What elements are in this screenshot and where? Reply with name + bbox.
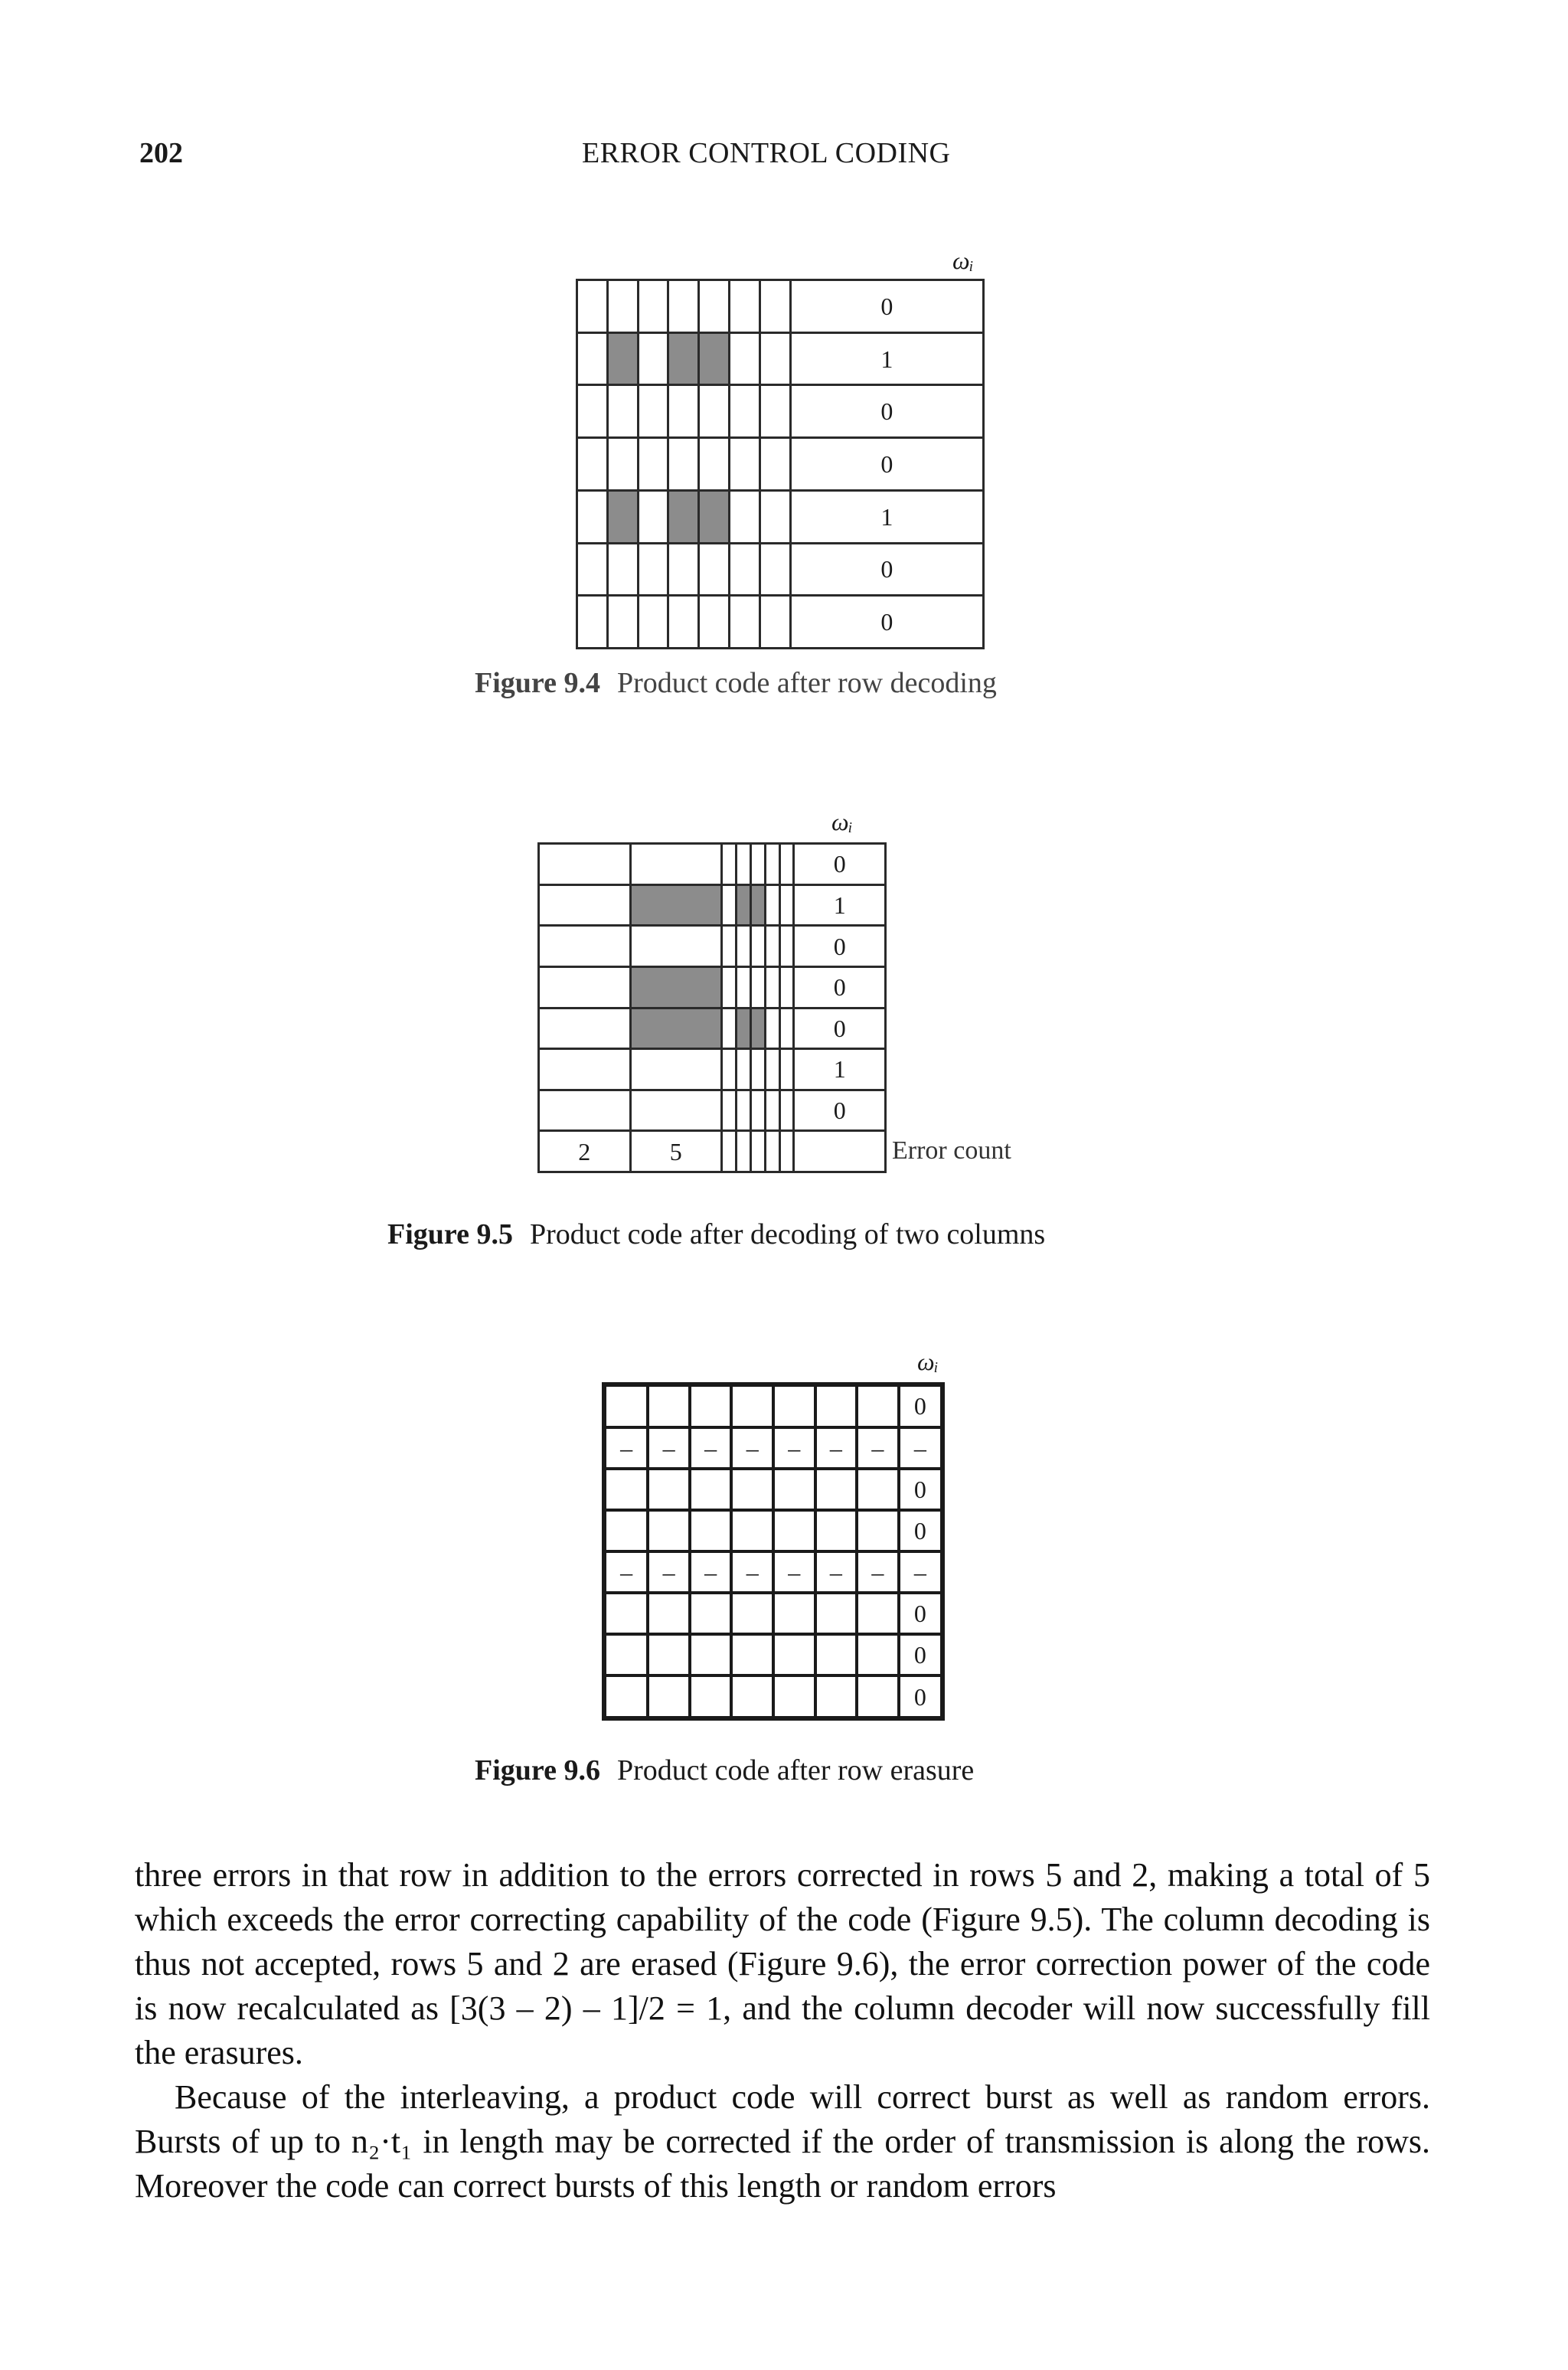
grid-row bbox=[604, 1593, 942, 1634]
grid-cell bbox=[857, 1469, 899, 1510]
grid-cell bbox=[773, 1634, 815, 1675]
grid-cell bbox=[731, 1384, 773, 1427]
omega-label-fig-9-4: ωᵢ bbox=[952, 247, 974, 274]
grid-cell: 2 bbox=[539, 1131, 631, 1172]
grid-cell bbox=[604, 1675, 648, 1718]
grid-cell: – bbox=[815, 1427, 858, 1469]
grid-cell bbox=[648, 1675, 690, 1718]
grid-cell bbox=[779, 884, 794, 926]
grid-cell: – bbox=[648, 1427, 690, 1469]
grid-cell bbox=[638, 332, 668, 385]
grid-cell bbox=[690, 1675, 732, 1718]
grid-cell bbox=[539, 884, 631, 926]
grid-cell bbox=[750, 926, 765, 967]
grid-cell bbox=[750, 1008, 765, 1049]
grid-cell bbox=[668, 490, 699, 543]
grid-cell bbox=[699, 543, 730, 596]
grid-cell bbox=[604, 1384, 648, 1427]
grid-cell bbox=[539, 844, 631, 885]
grid-cell bbox=[736, 966, 750, 1008]
grid-cell bbox=[648, 1593, 690, 1634]
grid-row bbox=[604, 1634, 942, 1675]
grid-cell bbox=[630, 1008, 722, 1049]
grid-cell bbox=[638, 543, 668, 596]
grid-cell bbox=[648, 1634, 690, 1675]
grid-cell bbox=[648, 1469, 690, 1510]
grid-cell: – bbox=[604, 1427, 648, 1469]
grid-cell bbox=[577, 280, 608, 333]
product-code-grid-fig-9-6 bbox=[602, 1382, 945, 1721]
grid-cell bbox=[638, 280, 668, 333]
grid-cell bbox=[730, 280, 760, 333]
grid-cell bbox=[630, 1049, 722, 1090]
grid-cell bbox=[699, 438, 730, 491]
grid-cell bbox=[750, 884, 765, 926]
grid-cell bbox=[722, 966, 737, 1008]
grid-row bbox=[604, 1384, 942, 1427]
grid-cell bbox=[648, 1384, 690, 1427]
grid-cell bbox=[731, 1469, 773, 1510]
grid-cell bbox=[539, 1008, 631, 1049]
grid-cell bbox=[630, 884, 722, 926]
grid-cell bbox=[730, 385, 760, 438]
grid-cell: 1 bbox=[790, 490, 983, 543]
grid-cell bbox=[730, 332, 760, 385]
grid-cell bbox=[765, 1131, 779, 1172]
figure-caption-9-4 bbox=[475, 666, 997, 700]
grid-cell bbox=[638, 385, 668, 438]
grid-cell bbox=[722, 844, 737, 885]
grid-cell bbox=[607, 596, 638, 649]
grid-cell bbox=[857, 1675, 899, 1718]
grid-cell bbox=[857, 1510, 899, 1551]
grid-cell bbox=[773, 1675, 815, 1718]
grid-cell bbox=[699, 490, 730, 543]
grid-cell bbox=[765, 844, 779, 885]
grid-cell: 0 bbox=[794, 1090, 886, 1131]
grid-cell bbox=[779, 966, 794, 1008]
grid-cell bbox=[736, 1131, 750, 1172]
body-text bbox=[135, 1853, 1430, 2208]
grid-cell bbox=[607, 490, 638, 543]
figure-caption-9-6 bbox=[475, 1754, 974, 1787]
grid-cell bbox=[730, 490, 760, 543]
grid-cell bbox=[773, 1469, 815, 1510]
grid-cell bbox=[607, 280, 638, 333]
grid-cell bbox=[760, 596, 790, 649]
grid-cell: 0 bbox=[794, 926, 886, 967]
grid-cell bbox=[648, 1510, 690, 1551]
grid-row bbox=[577, 543, 984, 596]
grid-cell bbox=[699, 332, 730, 385]
grid-cell bbox=[815, 1675, 858, 1718]
grid-cell bbox=[736, 1090, 750, 1131]
paragraph: Because of the interleaving, a product code will correct burst as well as random errors. Bursts of up to n₂·t₁ in length may be corrected if the order of transmission is along the rows. Moreover the code can correct bursts of this length or random errors bbox=[135, 2078, 1430, 2205]
grid-cell bbox=[604, 1593, 648, 1634]
grid-cell bbox=[750, 1131, 765, 1172]
grid-cell bbox=[630, 844, 722, 885]
grid-cell: 0 bbox=[899, 1634, 942, 1675]
grid-cell bbox=[604, 1634, 648, 1675]
grid-cell bbox=[638, 438, 668, 491]
grid-row bbox=[604, 1551, 942, 1593]
grid-cell bbox=[815, 1384, 858, 1427]
grid-cell bbox=[577, 490, 608, 543]
grid-cell bbox=[760, 490, 790, 543]
product-code-grid-fig-9-5 bbox=[537, 842, 887, 1173]
grid-cell bbox=[765, 966, 779, 1008]
grid-cell bbox=[668, 543, 699, 596]
grid-row bbox=[577, 438, 984, 491]
grid-cell: – bbox=[690, 1551, 732, 1593]
omega-label-fig-9-5: ωᵢ bbox=[831, 808, 853, 835]
grid-cell bbox=[760, 543, 790, 596]
grid-cell bbox=[577, 385, 608, 438]
grid-cell bbox=[760, 332, 790, 385]
grid-row bbox=[604, 1469, 942, 1510]
grid-cell bbox=[668, 280, 699, 333]
product-code-grid-fig-9-4 bbox=[576, 279, 985, 649]
grid-cell bbox=[577, 332, 608, 385]
grid-row bbox=[577, 280, 984, 333]
grid-row bbox=[539, 926, 886, 967]
grid-cell: 1 bbox=[794, 1049, 886, 1090]
grid-cell: – bbox=[731, 1427, 773, 1469]
grid-cell bbox=[730, 438, 760, 491]
grid-cell bbox=[765, 926, 779, 967]
grid-cell bbox=[736, 926, 750, 967]
grid-cell bbox=[736, 1049, 750, 1090]
grid-cell bbox=[736, 884, 750, 926]
grid-cell bbox=[731, 1634, 773, 1675]
running-head: ERROR CONTROL CODING bbox=[582, 137, 951, 169]
figure-caption-9-5 bbox=[387, 1218, 1045, 1251]
grid-cell bbox=[539, 966, 631, 1008]
grid-row bbox=[604, 1427, 942, 1469]
figure-label: Figure 9.6 bbox=[475, 1754, 600, 1786]
grid-cell: 0 bbox=[899, 1469, 942, 1510]
grid-cell: – bbox=[857, 1427, 899, 1469]
grid-cell bbox=[794, 1131, 886, 1172]
grid-cell bbox=[577, 543, 608, 596]
grid-cell bbox=[577, 438, 608, 491]
grid-cell bbox=[630, 966, 722, 1008]
grid-cell bbox=[630, 926, 722, 967]
grid-cell: 0 bbox=[790, 438, 983, 491]
grid-cell bbox=[760, 280, 790, 333]
grid-cell bbox=[607, 385, 638, 438]
grid-cell bbox=[699, 596, 730, 649]
grid-cell bbox=[539, 1049, 631, 1090]
figure-caption-text: Product code after decoding of two columns bbox=[529, 1218, 1046, 1250]
grid-cell bbox=[760, 438, 790, 491]
grid-cell bbox=[731, 1510, 773, 1551]
grid-cell bbox=[604, 1510, 648, 1551]
grid-cell bbox=[815, 1510, 858, 1551]
grid-row bbox=[539, 1131, 886, 1172]
grid-cell: 0 bbox=[794, 844, 886, 885]
grid-cell bbox=[638, 596, 668, 649]
grid-cell bbox=[668, 596, 699, 649]
grid-row bbox=[577, 385, 984, 438]
grid-cell: – bbox=[731, 1551, 773, 1593]
grid-cell bbox=[773, 1510, 815, 1551]
grid-cell bbox=[690, 1384, 732, 1427]
grid-cell bbox=[779, 1131, 794, 1172]
grid-cell bbox=[765, 1049, 779, 1090]
grid-cell bbox=[539, 926, 631, 967]
grid-cell bbox=[736, 844, 750, 885]
figure-label: Figure 9.5 bbox=[387, 1218, 513, 1250]
grid-cell bbox=[765, 884, 779, 926]
grid-cell bbox=[690, 1510, 732, 1551]
grid-cell bbox=[607, 438, 638, 491]
grid-cell bbox=[607, 332, 638, 385]
grid-cell bbox=[750, 1090, 765, 1131]
grid-row bbox=[577, 596, 984, 649]
grid-row bbox=[604, 1675, 942, 1718]
grid-cell bbox=[730, 596, 760, 649]
grid-cell bbox=[815, 1634, 858, 1675]
figure-caption-text: Product code after row decoding bbox=[616, 667, 997, 699]
grid-row bbox=[539, 1049, 886, 1090]
grid-cell bbox=[731, 1675, 773, 1718]
grid-cell bbox=[690, 1593, 732, 1634]
grid-cell: 0 bbox=[899, 1593, 942, 1634]
grid-cell bbox=[699, 385, 730, 438]
grid-cell bbox=[779, 1090, 794, 1131]
grid-cell bbox=[815, 1593, 858, 1634]
paragraph: three errors in that row in addition to the errors corrected in rows 5 and 2, making a total of 5 which exceeds the error correcting capability of the code (Figure 9.5). The column decoding is thus not accepted, rows 5 and 2 are erased (Figure 9.6), the error correction power of the code is now recalculated as [3(3 – 2) – 1]/2 = 1, and the column decoder will now successfully fill the erasures. bbox=[135, 1856, 1430, 2071]
grid-cell bbox=[857, 1384, 899, 1427]
grid-cell bbox=[765, 1008, 779, 1049]
grid-cell bbox=[722, 1049, 737, 1090]
grid-cell bbox=[857, 1634, 899, 1675]
grid-cell bbox=[731, 1593, 773, 1634]
grid-cell: 1 bbox=[790, 332, 983, 385]
grid-cell: 0 bbox=[794, 966, 886, 1008]
grid-cell bbox=[722, 1131, 737, 1172]
grid-cell bbox=[604, 1469, 648, 1510]
grid-cell bbox=[815, 1469, 858, 1510]
grid-cell bbox=[779, 1049, 794, 1090]
grid-cell bbox=[690, 1634, 732, 1675]
grid-row bbox=[539, 844, 886, 885]
grid-cell bbox=[668, 332, 699, 385]
grid-cell bbox=[668, 385, 699, 438]
grid-cell bbox=[722, 926, 737, 967]
grid-cell bbox=[773, 1593, 815, 1634]
grid-cell bbox=[630, 1090, 722, 1131]
grid-cell: 0 bbox=[899, 1384, 942, 1427]
grid-cell bbox=[730, 543, 760, 596]
grid-cell bbox=[699, 280, 730, 333]
grid-cell: 0 bbox=[899, 1675, 942, 1718]
grid-cell bbox=[857, 1593, 899, 1634]
grid-cell: – bbox=[899, 1551, 942, 1593]
grid-cell: – bbox=[857, 1551, 899, 1593]
grid-row bbox=[539, 1008, 886, 1049]
error-count-label: Error count bbox=[892, 1136, 1011, 1165]
grid-row bbox=[539, 884, 886, 926]
grid-cell bbox=[577, 596, 608, 649]
grid-cell bbox=[668, 438, 699, 491]
grid-cell bbox=[779, 926, 794, 967]
grid-cell bbox=[750, 966, 765, 1008]
grid-row bbox=[577, 332, 984, 385]
grid-cell bbox=[779, 844, 794, 885]
grid-cell bbox=[773, 1384, 815, 1427]
grid-cell bbox=[722, 1090, 737, 1131]
grid-cell: 1 bbox=[794, 884, 886, 926]
page-number: 202 bbox=[139, 137, 183, 169]
grid-cell bbox=[539, 1090, 631, 1131]
grid-cell: 0 bbox=[794, 1008, 886, 1049]
grid-cell: – bbox=[690, 1427, 732, 1469]
grid-cell: – bbox=[815, 1551, 858, 1593]
grid-cell bbox=[690, 1469, 732, 1510]
omega-label-fig-9-6: ωᵢ bbox=[917, 1348, 939, 1375]
grid-cell bbox=[638, 490, 668, 543]
grid-cell bbox=[722, 1008, 737, 1049]
grid-cell bbox=[750, 1049, 765, 1090]
grid-cell bbox=[607, 543, 638, 596]
grid-cell: 0 bbox=[790, 596, 983, 649]
grid-cell: – bbox=[604, 1551, 648, 1593]
grid-cell: 5 bbox=[630, 1131, 722, 1172]
grid-row bbox=[604, 1510, 942, 1551]
grid-row bbox=[539, 1090, 886, 1131]
grid-cell bbox=[760, 385, 790, 438]
grid-cell bbox=[722, 884, 737, 926]
grid-cell bbox=[779, 1008, 794, 1049]
grid-cell: 0 bbox=[790, 385, 983, 438]
grid-cell: 0 bbox=[790, 280, 983, 333]
grid-row bbox=[539, 966, 886, 1008]
grid-cell: – bbox=[773, 1551, 815, 1593]
grid-cell: – bbox=[899, 1427, 942, 1469]
figure-caption-text: Product code after row erasure bbox=[616, 1754, 975, 1786]
grid-cell: – bbox=[648, 1551, 690, 1593]
grid-cell: 0 bbox=[790, 543, 983, 596]
grid-cell bbox=[750, 844, 765, 885]
grid-cell bbox=[736, 1008, 750, 1049]
grid-cell bbox=[765, 1090, 779, 1131]
grid-cell: – bbox=[773, 1427, 815, 1469]
figure-label: Figure 9.4 bbox=[475, 667, 600, 699]
grid-row bbox=[577, 490, 984, 543]
grid-cell: 0 bbox=[899, 1510, 942, 1551]
